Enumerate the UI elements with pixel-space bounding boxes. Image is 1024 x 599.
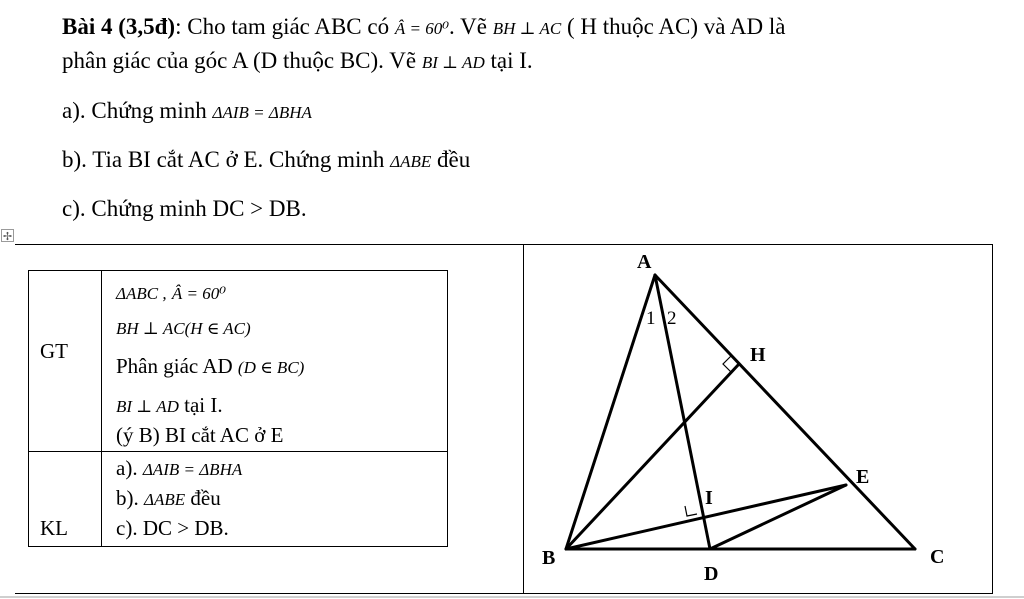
problem-line-1	[62, 14, 785, 40]
gt-row-2	[116, 310, 447, 345]
gt-row3-text: Phân giác AD	[116, 354, 238, 378]
gt-row2-math: BH ⊥ AC(H ∈ AC)	[116, 319, 251, 338]
triangle-figure	[524, 245, 992, 593]
kl-a-math: ΔAIB = ΔBHA	[142, 460, 243, 479]
bh-perp-ac-math: BH ⊥ AC	[492, 19, 562, 38]
segment-de	[710, 485, 846, 549]
segment-ad	[655, 275, 710, 549]
gt-row1-math: ΔABC ,	[116, 284, 167, 303]
gt-row-5	[116, 420, 447, 450]
part-a-label: a). Chứng minh	[62, 98, 213, 123]
gt-row5-text: (ý B) BI cắt AC ở E	[116, 423, 284, 447]
gt-row3-math: (D ∈ BC)	[237, 358, 305, 377]
problem-line2-b: tại I.	[484, 48, 533, 73]
segment-ab	[566, 275, 655, 549]
page-bottom-rule	[0, 596, 1024, 598]
problem-intro-1: : Cho tam giác ABC có	[175, 14, 395, 39]
point-i-label: I	[705, 487, 713, 509]
right-angle-mark-i	[685, 506, 697, 516]
angle-a-math: Â = 60⁰	[394, 19, 450, 38]
gt-label: GT	[40, 339, 68, 363]
problem-line-2	[62, 48, 533, 74]
problem-title: Bài 4 (3,5đ)	[62, 14, 176, 39]
gt-kl-table	[28, 270, 448, 547]
problem-line2-a: phân giác của góc A (D thuộc BC). Vẽ	[62, 48, 422, 73]
kl-content	[102, 452, 448, 547]
segment-bh	[566, 364, 739, 549]
problem-intro-2: . Vẽ	[449, 14, 493, 39]
angle-2-label: 2	[667, 308, 677, 329]
kl-row-c	[116, 513, 447, 543]
angle-1-label: 1	[646, 308, 656, 329]
gt-row-3	[116, 349, 447, 384]
right-angle-mark-h	[723, 356, 731, 372]
kl-b-tail: đều	[185, 486, 221, 510]
part-b-tail: đều	[431, 147, 471, 172]
gt-cell	[29, 271, 102, 452]
part-c	[62, 196, 307, 222]
point-d-label: D	[704, 563, 719, 585]
point-h-label: H	[750, 344, 766, 366]
gt-row-4	[116, 390, 447, 420]
kl-cell	[29, 452, 102, 547]
kl-row-b	[116, 483, 447, 513]
part-a-math: ΔAIB = ΔBHA	[212, 103, 312, 122]
point-e-label: E	[856, 466, 870, 488]
kl-row-a	[116, 453, 447, 483]
part-b-math: ΔABE	[390, 152, 432, 171]
gt-row4-math: BI ⊥ AD	[116, 397, 179, 416]
part-b	[62, 147, 470, 173]
point-b-label: B	[542, 547, 556, 569]
kl-b-math: ΔABE	[144, 490, 186, 509]
point-c-label: C	[930, 546, 945, 568]
kl-a-label: a).	[116, 456, 143, 480]
part-a	[62, 98, 312, 124]
part-c-text: c). Chứng minh DC > DB.	[62, 196, 307, 221]
gt-row-1	[116, 275, 447, 310]
table-move-handle[interactable]: ✢	[2, 230, 13, 243]
kl-b-label: b).	[116, 486, 144, 510]
bi-perp-ad-math: BI ⊥ AD	[421, 53, 485, 72]
gt-content	[102, 271, 448, 452]
problem-intro-3: ( H thuộc AC) và AD là	[561, 14, 786, 39]
gt-row1-angle: Â = 60⁰	[171, 284, 227, 303]
part-b-label: b). Tia BI cắt AC ở E. Chứng minh	[62, 147, 391, 172]
gt-row4-text: tại I.	[178, 393, 223, 417]
point-a-label: A	[637, 251, 652, 273]
kl-label: KL	[40, 516, 68, 540]
kl-c-text: c). DC > DB.	[116, 516, 229, 540]
